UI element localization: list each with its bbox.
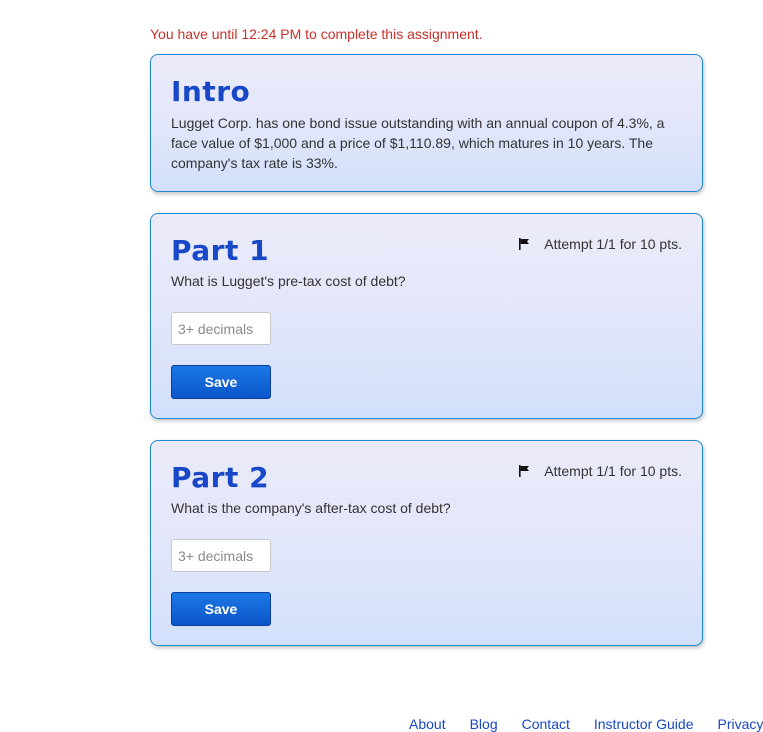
- footer-link-privacy[interactable]: Privacy: [717, 716, 763, 732]
- part-1-title: Part 1: [171, 234, 270, 267]
- part-2-save-button[interactable]: Save: [171, 592, 271, 626]
- part-2-card: [150, 440, 703, 646]
- part-2-answer-input[interactable]: [171, 539, 271, 572]
- intro-title: Intro: [171, 75, 251, 108]
- flag-icon: [518, 238, 530, 250]
- part-1-attempt: [518, 236, 682, 252]
- footer-link-contact[interactable]: Contact: [521, 716, 570, 732]
- part-1-card: [150, 213, 703, 419]
- part-2-attempt-label: Attempt 1/1 for 10 pts.: [544, 463, 682, 479]
- intro-card: [150, 54, 703, 192]
- part-1-attempt-label: Attempt 1/1 for 10 pts.: [544, 236, 682, 252]
- deadline-notice: You have until 12:24 PM to complete this assignment.: [150, 26, 483, 42]
- intro-text: Lugget Corp. has one bond issue outstanding with an annual coupon of 4.3%, a face value of $1,000 and a price of $1,110.89, which matures in 10 years. The company's tax rate is 33%.: [171, 115, 665, 171]
- footer-link-about[interactable]: About: [409, 716, 446, 732]
- footer-link-instructor-guide[interactable]: Instructor Guide: [593, 716, 694, 732]
- part-2-attempt: [518, 463, 682, 479]
- flag-icon: [518, 465, 530, 477]
- footer-links: [409, 716, 763, 732]
- part-2-question: What is the company's after-tax cost of debt?: [171, 500, 451, 516]
- part-1-answer-input[interactable]: [171, 312, 271, 345]
- footer-link-blog[interactable]: Blog: [469, 716, 498, 732]
- part-2-title: Part 2: [171, 461, 270, 494]
- part-1-save-button[interactable]: Save: [171, 365, 271, 399]
- part-1-question: What is Lugget's pre-tax cost of debt?: [171, 273, 406, 289]
